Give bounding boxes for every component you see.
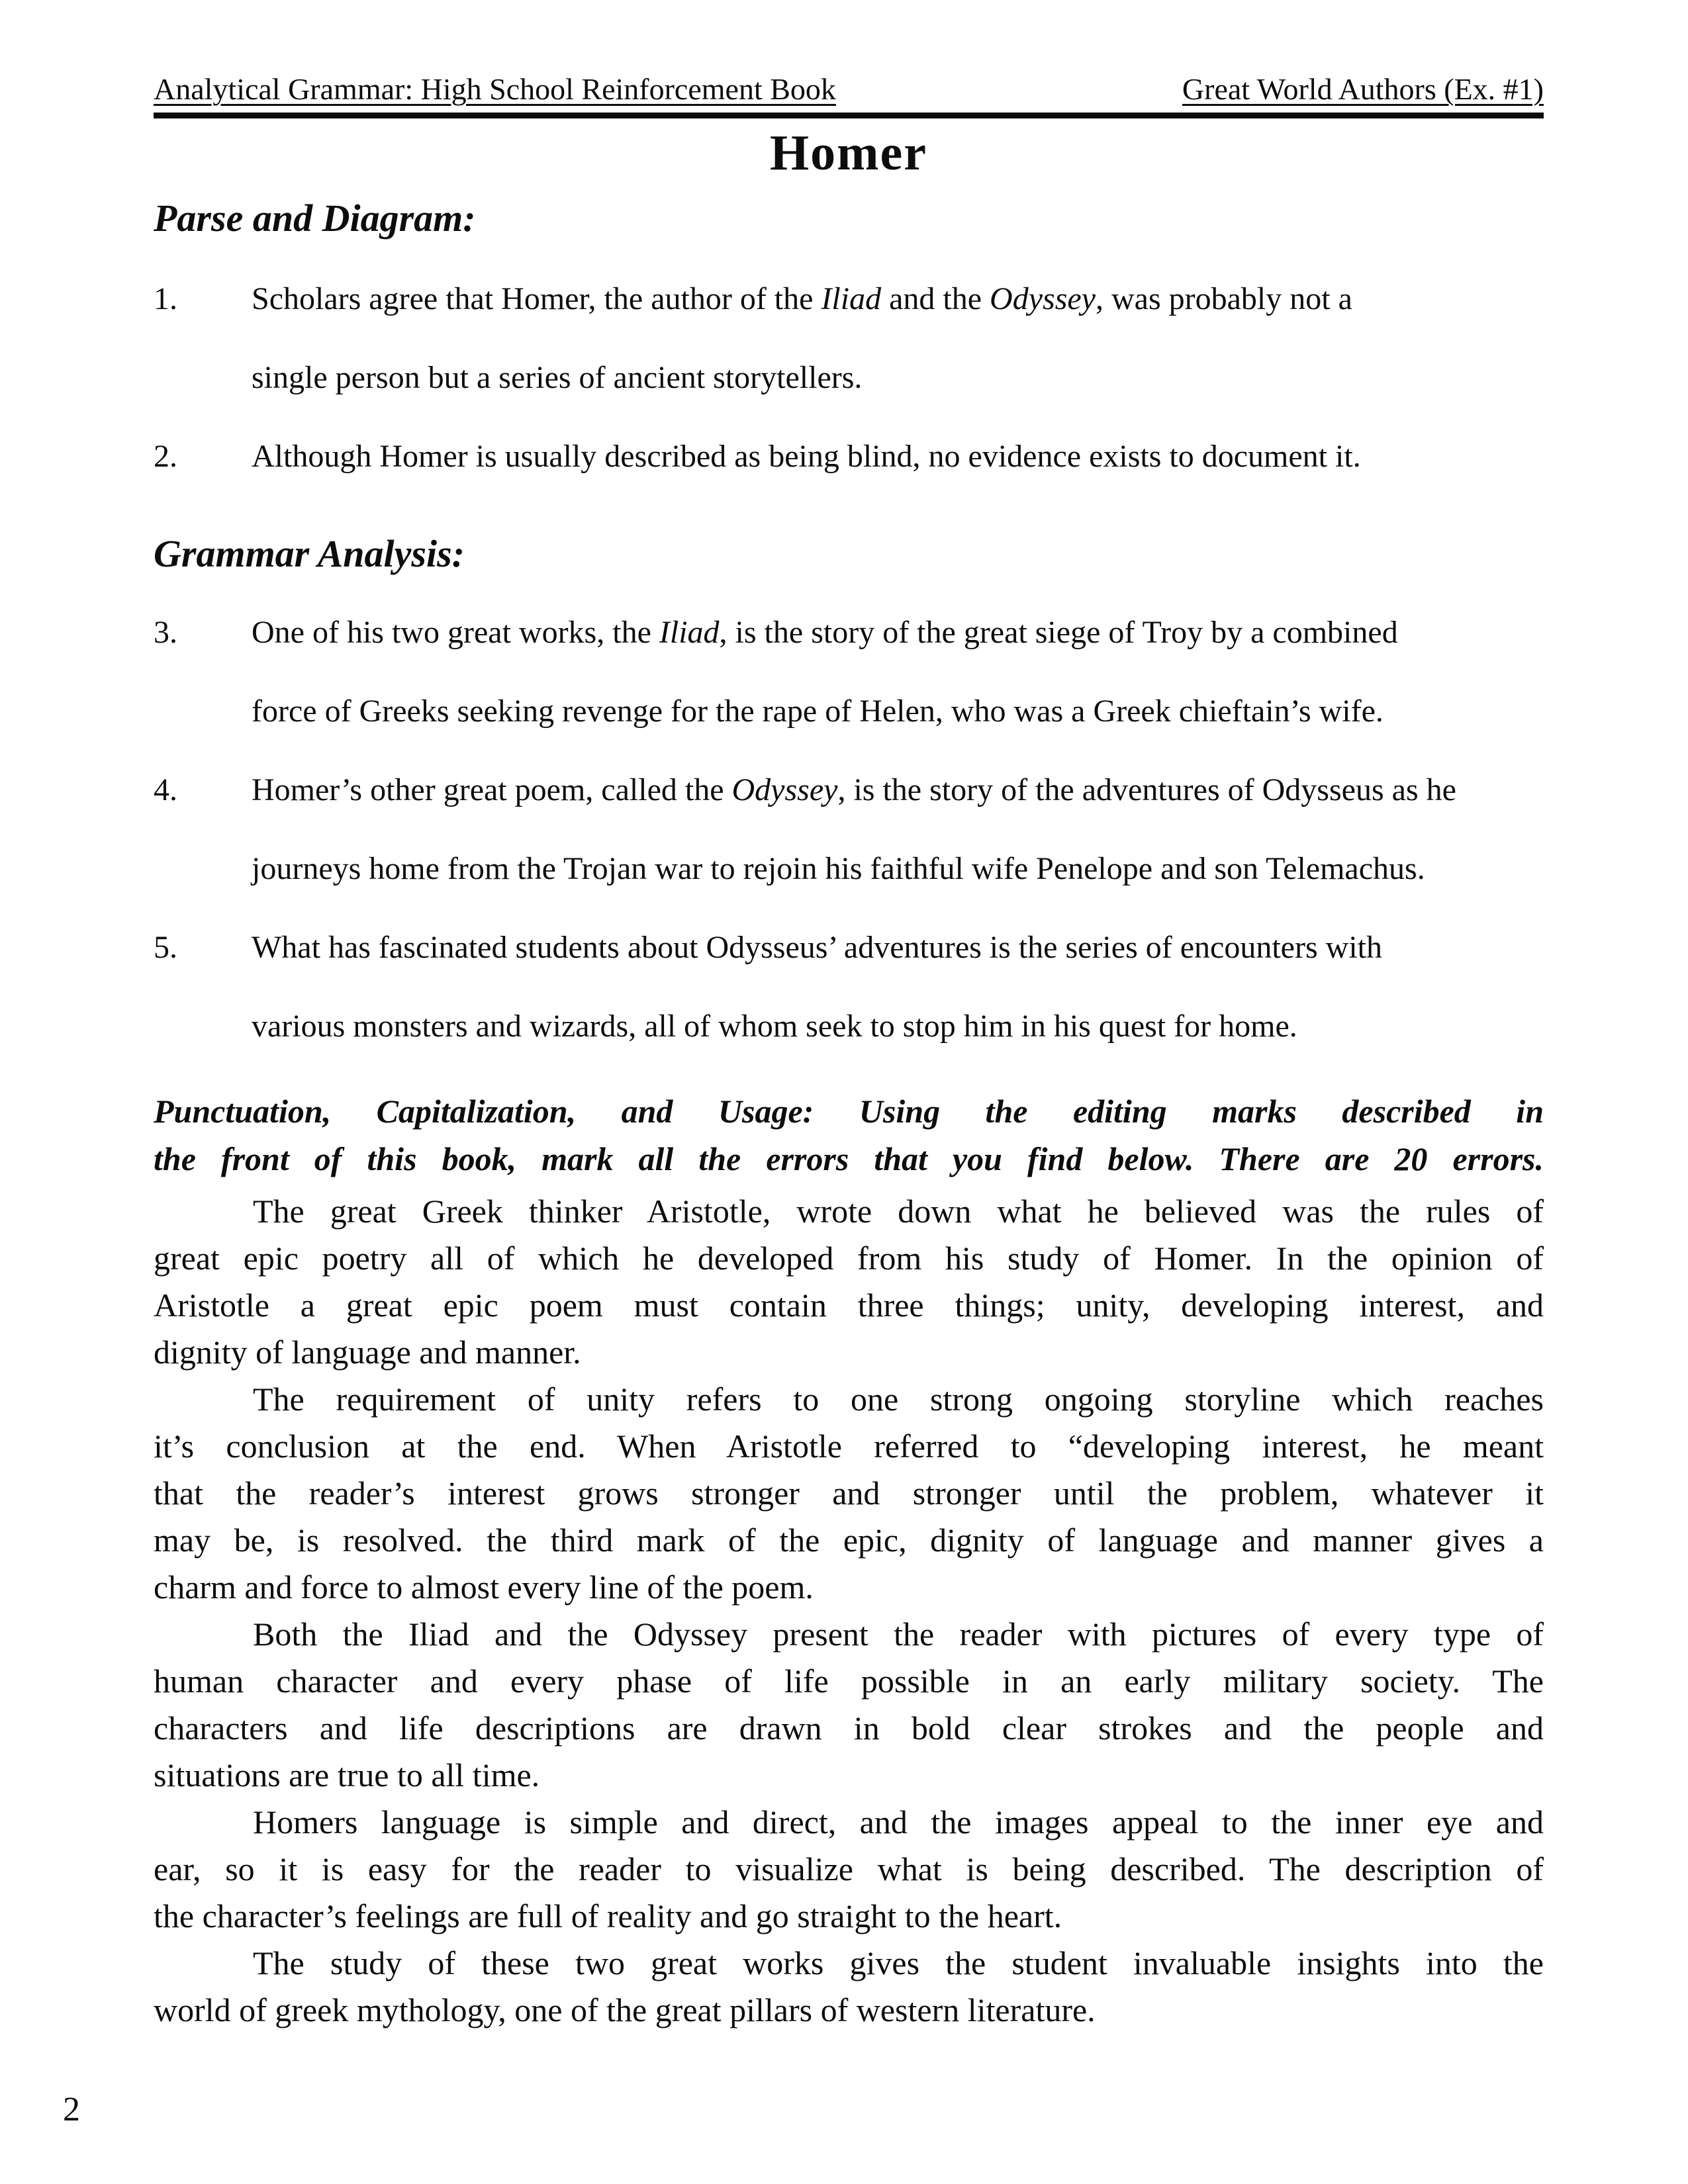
sentence-line: One of his two great works, the Iliad, is the story of the great siege of Troy by a combined <box>252 615 1398 650</box>
page-number: 2 <box>63 2091 80 2128</box>
passage-line: may be, is resolved. the third mark of the epic, dignity of language and manner gives a <box>154 1522 1544 1559</box>
passage-line: ear, so it is easy for the reader to visualize what is being described. The description of <box>154 1850 1544 1888</box>
passage-line: the character’s feelings are full of reality and go straight to the heart. <box>154 1897 1062 1934</box>
item-number: 4. <box>154 772 177 807</box>
sentence-line: journeys home from the Trojan war to rejoin his faithful wife Penelope and son Telemachus. <box>252 851 1425 886</box>
sentence-line: single person but a series of ancient storytellers. <box>252 360 863 395</box>
passage-line: great epic poetry all of which he developed from his study of Homer. In the opinion of <box>154 1240 1544 1277</box>
passage-line: that the reader’s interest grows stronger and stronger until the problem, whatever it <box>154 1475 1544 1512</box>
section-heading-punctuation-capitalization-usage <box>154 1087 1544 1183</box>
passage-line: The great Greek thinker Aristotle, wrote down what he believed was the rules of <box>253 1193 1544 1230</box>
passage-line: The requirement of unity refers to one strong ongoing storyline which reaches <box>253 1381 1544 1418</box>
passage-line: dignity of language and manner. <box>154 1334 581 1371</box>
numbered-sentence-2 <box>154 417 1544 496</box>
passage-line: charm and force to almost every line of the poem. <box>154 1569 814 1606</box>
section-heading-parse-and-diagram: Parse and Diagram: <box>154 197 476 240</box>
header-book-title: Analytical Grammar: High School Reinforcement Book <box>154 72 836 106</box>
sentence-line: Homer’s other great poem, called the Odyssey, is the story of the adventures of Odysseus as he <box>252 772 1456 807</box>
item-number: 3. <box>154 615 177 650</box>
sentence-line: Although Homer is usually described as being blind, no evidence exists to document it. <box>252 439 1361 474</box>
sentence-line: various monsters and wizards, all of whom seek to stop him in his quest for home. <box>252 1009 1297 1044</box>
passage-line: world of greek mythology, one of the great pillars of western literature. <box>154 1991 1096 2028</box>
passage-line: characters and life descriptions are drawn in bold clear strokes and the people and <box>154 1709 1544 1747</box>
numbered-sentence-4 <box>154 751 1544 908</box>
heading-line: Punctuation, Capitalization, and Usage: Using the editing marks described in <box>154 1093 1544 1130</box>
page-header <box>154 71 1544 118</box>
numbered-sentence-1 <box>154 259 1544 417</box>
passage-line: it’s conclusion at the end. When Aristotle referred to “developing interest, he meant <box>154 1428 1544 1465</box>
page-title: Homer <box>770 125 927 181</box>
section-heading-grammar-analysis: Grammar Analysis: <box>154 532 465 575</box>
numbered-sentence-3 <box>154 593 1544 751</box>
numbered-sentence-5 <box>154 908 1544 1066</box>
item-number: 1. <box>154 281 177 316</box>
sentence-line: Scholars agree that Homer, the author of the Iliad and the Odyssey, was probably not a <box>252 281 1352 316</box>
passage-line: human character and every phase of life possible in an early military society. The <box>154 1662 1544 1700</box>
sentence-line: What has fascinated students about Odysseus’ adventures is the series of encounters with <box>252 930 1382 965</box>
passage-line: The study of these two great works gives the student invaluable insights into the <box>253 1944 1544 1981</box>
editing-exercise-passage <box>154 1188 1544 2034</box>
passage-line: Aristotle a great epic poem must contain three things; unity, developing interest, and <box>154 1287 1544 1324</box>
passage-line: Both the Iliad and the Odyssey present the reader with pictures of every type of <box>253 1615 1544 1653</box>
passage-line: Homers language is simple and direct, and the images appeal to the inner eye and <box>253 1803 1544 1841</box>
item-number: 5. <box>154 930 177 965</box>
sentence-line: force of Greeks seeking revenge for the rape of Helen, who was a Greek chieftain’s wife. <box>252 694 1383 729</box>
grammar-analysis-items <box>154 593 1544 1066</box>
heading-line: the front of this book, mark all the errors that you find below. There are 20 errors. <box>154 1140 1544 1177</box>
header-exercise-label: Great World Authors (Ex. #1) <box>1182 72 1544 106</box>
item-number: 2. <box>154 439 177 474</box>
parse-and-diagram-items <box>154 259 1544 496</box>
passage-line: situations are true to all time. <box>154 1756 540 1794</box>
